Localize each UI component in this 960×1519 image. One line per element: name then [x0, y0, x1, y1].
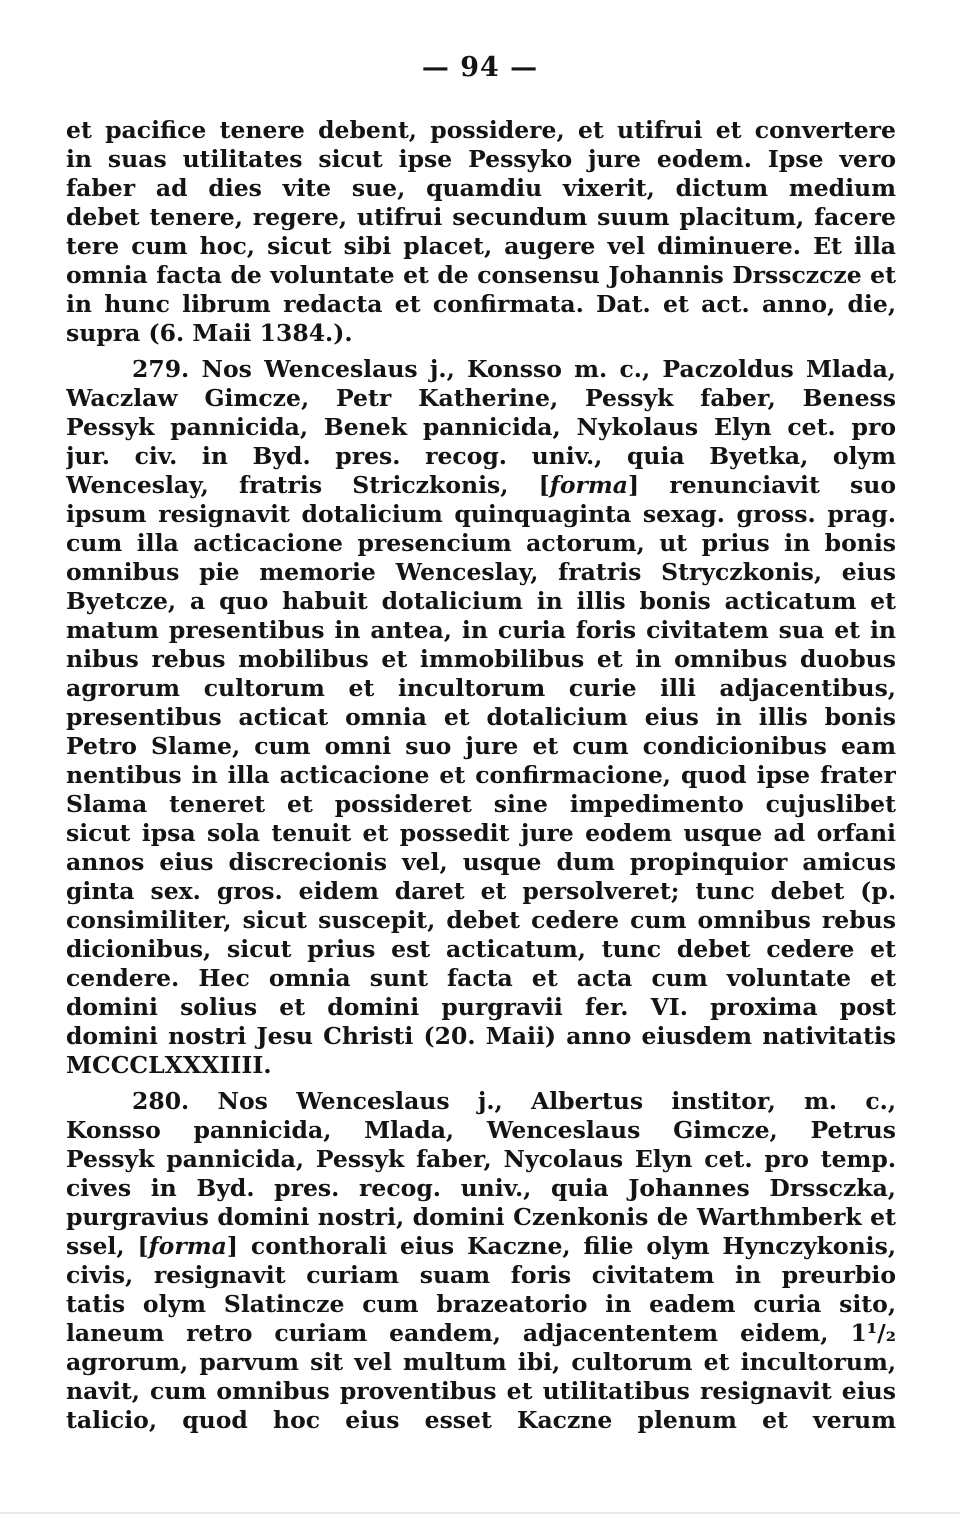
- text-line: talicio, quod hoc eius esset Kaczne plenum et verum: [66, 1406, 896, 1434]
- text-line: laneum retro curiam eandem, adjacententem eidem, 1¹/₂: [66, 1319, 896, 1347]
- text-line: tere cum hoc, sicut sibi placet, augere vel diminuere. Et illa: [66, 232, 896, 260]
- text-line: civis, resignavit curiam suam foris civitatem in preurbio: [66, 1261, 896, 1289]
- text-line: dicionibus, sicut prius est acticatum, tunc debet cedere et: [66, 935, 896, 963]
- text-line: omnibus pie memorie Wenceslay, fratris Stryczkonis, eius: [66, 558, 896, 586]
- text-line: consimiliter, sicut suscepit, debet cedere cum omnibus rebus: [66, 906, 896, 934]
- text-line: cum illa acticacione presencium actorum, ut prius in bonis: [66, 529, 896, 557]
- text-line: annos eius discrecionis vel, usque dum propinquior amicus: [66, 848, 896, 876]
- text-line: ipsum resignavit dotalicium quinquaginta sexag. gross. prag.: [66, 500, 896, 528]
- text-line: agrorum, parvum sit vel multum ibi, cultorum et incultorum,: [66, 1348, 896, 1376]
- text-line: Byetcze, a quo habuit dotalicium in illis bonis acticatum et: [66, 587, 896, 615]
- text-line: in hunc librum redacta et confirmata. Dat. et act. anno, die,: [66, 290, 896, 318]
- text-line: domini solius et domini purgravii fer. VI. proxima post: [66, 993, 896, 1021]
- text-line: navit, cum omnibus proventibus et utilitatibus resignavit eius: [66, 1377, 896, 1405]
- text-line: MCCCLXXXIIII.: [66, 1051, 272, 1079]
- text-line: presentibus acticat omnia et dotalicium eius in illis bonis: [66, 703, 896, 731]
- text-line: cendere. Hec omnia sunt facta et acta cum voluntate et: [66, 964, 896, 992]
- text-line: Waczlaw Gimcze, Petr Katherine, Pessyk faber, Beness: [66, 384, 896, 412]
- text-line: ssel, [forma] conthorali eius Kaczne, filie olym Hynczykonis,: [66, 1232, 896, 1260]
- text-line: Pessyk pannicida, Benek pannicida, Nykolaus Elyn cet. pro: [66, 413, 896, 441]
- entry-280-heading-line: 280. Nos Wenceslaus j., Albertus institor, m. c.,: [132, 1087, 896, 1115]
- text-line: Konsso pannicida, Mlada, Wenceslaus Gimcze, Petrus: [66, 1116, 896, 1144]
- text-line: debet tenere, regere, utifrui secundum suum placitum, facere: [66, 203, 896, 231]
- text-line: domini nostri Jesu Christi (20. Maii) anno eiusdem nativitatis: [66, 1022, 896, 1050]
- forma-mark: forma: [549, 471, 628, 499]
- text-line: Pessyk pannicida, Pessyk faber, Nycolaus Elyn cet. pro temp.: [66, 1145, 896, 1173]
- text-line: omnia facta de voluntate et de consensu Johannis Drssczcze et: [66, 261, 896, 289]
- text-line: supra (6. Maii 1384.).: [66, 319, 353, 347]
- text-line: sicut ipsa sola tenuit et possedit jure eodem usque ad orfani: [66, 819, 896, 847]
- page-number: — 94 —: [421, 52, 539, 83]
- text-line: cives in Byd. pres. recog. univ., quia Johannes Drssczka,: [66, 1174, 896, 1202]
- text-line: tatis olym Slatincze cum brazeatorio in eadem curia sito,: [66, 1290, 896, 1318]
- text-line: nentibus in illa acticacione et confirmacione, quod ipse frater: [66, 761, 896, 789]
- text-line: Slama teneret et possideret sine impedimento cujuslibet: [66, 790, 896, 818]
- text-line: Petro Slame, cum omni suo jure et cum condicionibus eam: [66, 732, 896, 760]
- page-bottom-edge: [0, 1512, 960, 1514]
- text-line: faber ad dies vite sue, quamdiu vixerit, dictum medium: [66, 174, 896, 202]
- text-line: matum presentibus in antea, in curia foris civitatem sua et in: [66, 616, 896, 644]
- text-line: Wenceslay, fratris Striczkonis, [forma] renunciavit suo: [66, 471, 896, 499]
- text-line: jur. civ. in Byd. pres. recog. univ., quia Byetka, olym: [66, 442, 896, 470]
- forma-mark: forma: [148, 1232, 227, 1260]
- text-line: ginta sex. gros. eidem daret et persolveret; tunc debet (p.: [66, 877, 896, 905]
- text-line: in suas utilitates sicut ipse Pessyko jure eodem. Ipse vero: [66, 145, 896, 173]
- body-text: [66, 116, 896, 1435]
- text-line: et pacifice tenere debent, possidere, et utifrui et convertere: [66, 116, 896, 144]
- text-line: agrorum cultorum et incultorum curie illi adjacentibus,: [66, 674, 896, 702]
- entry-279-heading-line: 279. Nos Wenceslaus j., Konsso m. c., Paczoldus Mlada,: [132, 355, 896, 383]
- text-line: purgravius domini nostri, domini Czenkonis de Warthmberk et: [66, 1203, 896, 1231]
- text-line: nibus rebus mobilibus et immobilibus et in omnibus duobus: [66, 645, 896, 673]
